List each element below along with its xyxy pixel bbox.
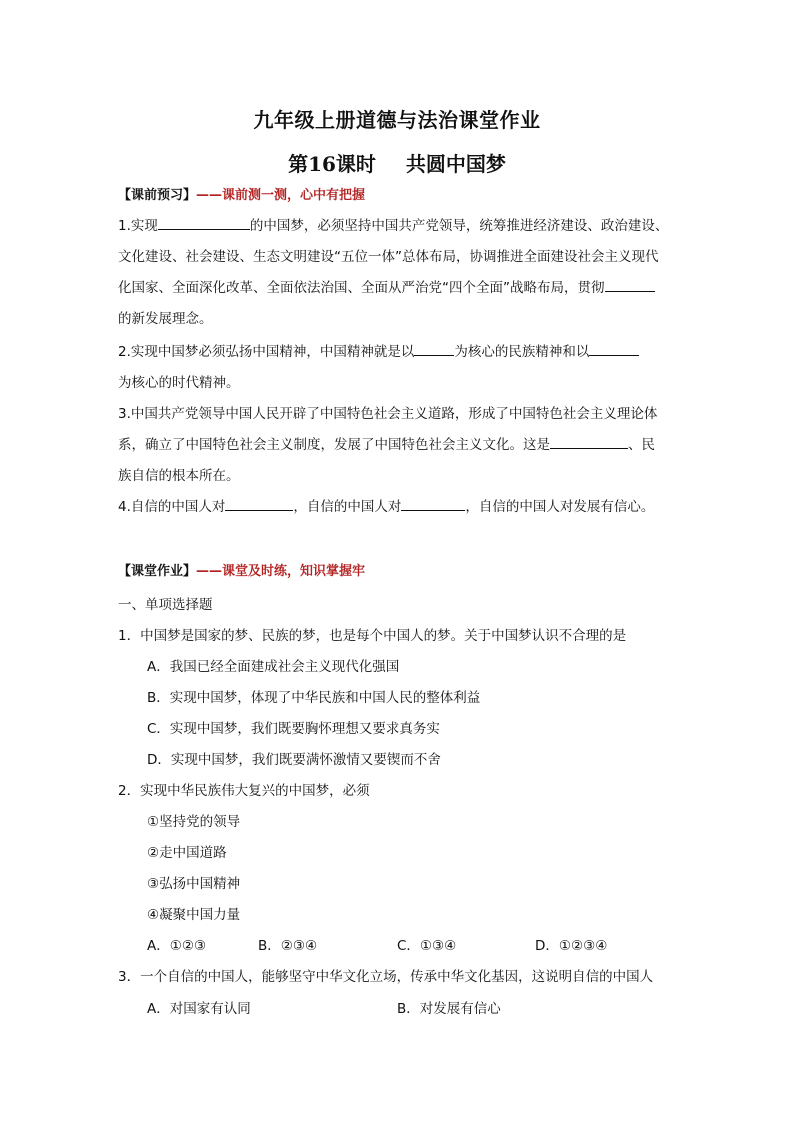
classwork-slogan: ——课堂及时练，知识掌握牢 — [196, 564, 366, 579]
question-1-option-d[interactable]: D．实现中国梦，我们既要满怀激情又要锲而不舍 — [147, 752, 441, 768]
question-2-item-1: ①坚持党的领导 — [147, 814, 241, 830]
fill-blank[interactable] — [225, 496, 293, 511]
fill-blank[interactable] — [589, 341, 639, 356]
question-2-option-c[interactable]: C．①③④ — [397, 938, 457, 954]
question-3-stem: 3．一个自信的中国人，能够坚守中华文化立场，传承中华文化基因，这说明自信的中国人 — [118, 969, 654, 985]
part-title: 一、单项选择题 — [118, 597, 213, 613]
question-2-item-2: ②走中国道路 — [147, 845, 227, 861]
question-2-option-d[interactable]: D．①②③④ — [535, 938, 608, 954]
question-1-option-b[interactable]: B．实现中国梦，体现了中华民族和中国人民的整体利益 — [147, 690, 481, 706]
question-3-option-b[interactable]: B．对发展有信心 — [397, 1001, 501, 1017]
question-2-option-a[interactable]: A．①②③ — [147, 938, 207, 954]
fill-blank[interactable] — [550, 434, 628, 449]
lesson-number: 第16课时 — [288, 152, 376, 176]
preview-question-1: 1.实现 的中国梦，必须坚持中国共产党领导，统筹推进经济建设、政治建设、 文化建设、社会建设、生态文明建设“五位一体”总体布局，协调推进全面建设社会主义现代 化国家、全面深化改革、全面依法治国、全面从严治党“四个全面”战略布局，贯彻 的新发展理念。 — [118, 211, 680, 335]
question-3-option-a[interactable]: A．对国家有认同 — [147, 1001, 251, 1017]
question-1-stem: 1．中国梦是国家的梦、民族的梦，也是每个中国人的梦。关于中国梦认识不合理的是 — [118, 628, 627, 644]
fill-blank[interactable] — [414, 341, 454, 356]
preview-slogan: ——课前测一测，心中有把握 — [196, 188, 366, 203]
classwork-section-heading — [118, 560, 365, 579]
classwork-tag: 【课堂作业】 — [118, 564, 197, 579]
lesson-topic: 共圆中国梦 — [405, 152, 506, 176]
fill-blank[interactable] — [158, 215, 250, 230]
fill-blank[interactable] — [605, 277, 655, 292]
preview-question-3: 3.中国共产党领导中国人民开辟了中国特色社会主义道路，形成了中国特色社会主义理论体 系，确立了中国特色社会主义制度，发展了中国特色社会主义文化。这是 、民 族自信的根本所在。 — [118, 406, 658, 484]
question-1-option-a[interactable]: A．我国已经全面建成社会主义现代化强国 — [147, 659, 400, 675]
document-title: 九年级上册道德与法治课堂作业 — [253, 108, 541, 132]
preview-question-2: 2.实现中国梦必须弘扬中国精神，中国精神就是以 为核心的民族精神和以 为核心的时代精神。 — [118, 337, 680, 399]
question-2-item-3: ③弘扬中国精神 — [147, 876, 241, 892]
question-1-option-c[interactable]: C．实现中国梦，我们既要胸怀理想又要求真务实 — [147, 721, 440, 737]
question-2-option-b[interactable]: B．②③④ — [258, 938, 318, 954]
question-2-stem: 2．实现中华民族伟大复兴的中国梦，必须 — [118, 783, 370, 799]
preview-question-4: 4.自信的中国人对 ，自信的中国人对 ，自信的中国人对发展有信心。 — [118, 492, 680, 523]
question-2-item-4: ④凝聚中国力量 — [147, 907, 241, 923]
preview-tag: 【课前预习】 — [118, 188, 197, 203]
fill-blank[interactable] — [401, 496, 465, 511]
lesson-heading — [0, 148, 794, 177]
preview-section-heading — [118, 184, 365, 203]
